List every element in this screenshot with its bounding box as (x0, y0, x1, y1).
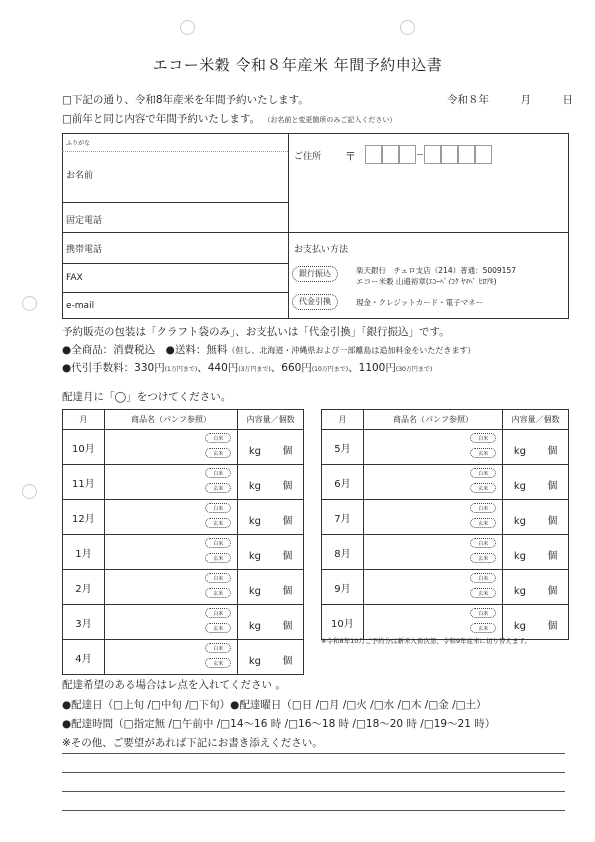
white-rice-option[interactable]: 白米 (205, 608, 231, 618)
pieces-unit: 個 (547, 481, 558, 492)
order-table-left (62, 409, 304, 675)
fax-field[interactable]: FAX (66, 273, 83, 283)
col-quantity: 内容量／個数 (503, 410, 569, 430)
cod-methods: 現金・クレジットカード・電子マネー (356, 298, 484, 307)
brown-rice-option[interactable]: 玄米 (205, 483, 231, 493)
white-rice-option[interactable]: 白米 (470, 573, 496, 583)
product-cell[interactable] (363, 465, 502, 500)
pieces-unit: 個 (547, 446, 558, 457)
other-requests-label: ※その他、ご要望があれば下記にお書き添えください。 (62, 737, 323, 749)
quantity-cell[interactable] (503, 535, 569, 570)
payment-method-label: お支払い方法 (294, 245, 349, 255)
brown-rice-option[interactable]: 玄米 (205, 658, 231, 668)
product-cell[interactable] (104, 535, 237, 570)
delivery-time-options[interactable]: ●配達時間（□指定無 /□午前中 /□14～16 時 /□16～18 時 /□18～20 時 /□19～21 時） (62, 718, 496, 730)
date-era: 令和８年 (447, 94, 489, 106)
cod-fee-note (62, 360, 432, 375)
month-cell[interactable]: 4月 (63, 640, 105, 675)
brown-rice-option[interactable]: 玄米 (470, 588, 496, 598)
address-label: ご住所 (294, 152, 322, 162)
product-cell[interactable] (104, 640, 237, 675)
month-cell[interactable]: 8月 (322, 535, 364, 570)
request-line[interactable] (62, 810, 565, 811)
kg-unit: kg (513, 516, 526, 527)
bank-transfer-option[interactable]: 銀行振込 (292, 266, 338, 282)
pieces-unit: 個 (282, 481, 293, 492)
packaging-note: 予約販売の包装は「クラフト袋のみ」、お支払いは「代金引換」「銀行振込」です。 (62, 326, 450, 338)
postal-mark: 〒 (345, 150, 356, 163)
white-rice-option[interactable]: 白米 (205, 468, 231, 478)
application-date (447, 92, 573, 107)
furigana-label: ふりがな (66, 140, 91, 147)
white-rice-option[interactable]: 白米 (205, 573, 231, 583)
order-row (63, 570, 304, 605)
price-note (62, 342, 475, 357)
page-title: エコー米穀 令和８年産米 年間予約申込書 (152, 56, 443, 74)
month-cell[interactable]: 10月 (322, 605, 364, 640)
bank-account-line: 楽天銀行 チェロ支店（214）普通：5009157 (356, 266, 516, 275)
cod-fee-1-note: (1万円まで) (164, 366, 198, 373)
brown-rice-option[interactable]: 玄米 (205, 623, 231, 633)
brown-rice-option[interactable]: 玄米 (205, 588, 231, 598)
quantity-cell[interactable] (238, 430, 304, 465)
white-rice-option[interactable]: 白米 (205, 433, 231, 443)
col-month: 月 (63, 410, 105, 430)
pieces-unit: 個 (547, 621, 558, 632)
product-cell[interactable] (104, 430, 237, 465)
cod-fee-2: 、440円 (197, 362, 239, 374)
month-cell[interactable]: 12月 (63, 500, 105, 535)
cod-fee-4: 、1100円 (348, 362, 396, 374)
cod-fee-3-note: (10万円まで) (311, 366, 349, 373)
quantity-cell[interactable] (238, 570, 304, 605)
pieces-unit: 個 (282, 446, 293, 457)
order-row (322, 465, 569, 500)
white-rice-option[interactable]: 白米 (205, 538, 231, 548)
pieces-unit: 個 (547, 516, 558, 527)
product-cell[interactable] (104, 570, 237, 605)
pieces-unit: 個 (282, 586, 293, 597)
kg-unit: kg (513, 446, 526, 457)
cod-fee-2-note: (3万円まで) (238, 366, 271, 373)
quantity-cell[interactable] (238, 535, 304, 570)
white-rice-option[interactable]: 白米 (470, 468, 496, 478)
cod-fee-3: 、660円 (270, 362, 312, 374)
kg-unit: kg (248, 656, 262, 667)
order-row (63, 500, 304, 535)
quantity-cell[interactable] (238, 640, 304, 675)
month-cell[interactable]: 6月 (322, 465, 364, 500)
product-cell[interactable] (104, 465, 237, 500)
pieces-unit: 個 (282, 516, 293, 527)
product-cell[interactable] (363, 605, 502, 640)
landline-field[interactable]: 固定電話 (66, 216, 103, 226)
white-rice-option[interactable]: 白米 (470, 538, 496, 548)
quantity-cell[interactable] (238, 605, 304, 640)
request-line[interactable] (62, 791, 565, 792)
binder-hole (22, 484, 37, 499)
brown-rice-option[interactable]: 玄米 (470, 518, 496, 528)
brown-rice-option[interactable]: 玄米 (470, 448, 496, 458)
white-rice-option[interactable]: 白米 (470, 433, 496, 443)
order-row (63, 430, 304, 465)
brown-rice-option[interactable]: 玄米 (205, 518, 231, 528)
quantity-cell[interactable] (503, 465, 569, 500)
brown-rice-option[interactable]: 玄米 (205, 448, 231, 458)
binder-hole (400, 20, 415, 35)
order-row (322, 430, 569, 465)
order-row (322, 570, 569, 605)
date-day[interactable]: 日 (562, 94, 573, 106)
white-rice-option[interactable]: 白米 (205, 643, 231, 653)
brown-rice-option[interactable]: 玄米 (205, 553, 231, 563)
col-product: 商品名（パンフ参照） (104, 410, 237, 430)
month-cell[interactable]: 3月 (63, 605, 105, 640)
col-quantity: 内容量／個数 (238, 410, 304, 430)
product-cell[interactable] (363, 500, 502, 535)
product-cell[interactable] (363, 570, 502, 605)
date-month[interactable]: 月 (520, 94, 531, 106)
order-row (63, 465, 304, 500)
pieces-unit: 個 (547, 586, 558, 597)
table-note: ※令和8年10月ご予約分は新米入荷次第、令和9年産米に切り替えます。 (321, 637, 531, 645)
brown-rice-option[interactable]: 玄米 (470, 483, 496, 493)
order-row (63, 605, 304, 640)
request-line[interactable] (62, 753, 565, 754)
quantity-cell[interactable] (503, 500, 569, 535)
order-row (322, 500, 569, 535)
kg-unit: kg (248, 586, 262, 597)
delivery-date-options[interactable]: ●配達日（□上旬 /□中旬 /□下旬）●配達曜日（□日 /□月 /□火 /□水 /□木 /□金 /□土） (62, 699, 487, 711)
order-row (322, 535, 569, 570)
product-cell[interactable] (104, 605, 237, 640)
month-cell[interactable]: 11月 (63, 465, 105, 500)
white-rice-option[interactable]: 白米 (205, 503, 231, 513)
pieces-unit: 個 (547, 551, 558, 562)
product-cell[interactable] (104, 500, 237, 535)
cod-fee-1: 330円 (134, 362, 165, 374)
col-product: 商品名（パンフ参照） (363, 410, 502, 430)
order-row (322, 605, 569, 640)
same-as-last-year-checkbox[interactable] (62, 111, 396, 126)
month-cell[interactable]: 7月 (322, 500, 364, 535)
kg-unit: kg (513, 481, 526, 492)
product-cell[interactable] (363, 535, 502, 570)
pieces-unit: 個 (282, 551, 293, 562)
kg-unit: kg (513, 551, 526, 562)
white-rice-option[interactable]: 白米 (470, 503, 496, 513)
order-row (63, 535, 304, 570)
month-cell[interactable]: 1月 (63, 535, 105, 570)
quantity-cell[interactable] (238, 465, 304, 500)
month-cell[interactable]: 9月 (322, 570, 364, 605)
cod-fee-label: ●代引手数料： (62, 362, 135, 374)
pieces-unit: 個 (282, 621, 293, 632)
mobile-field[interactable]: 携帯電話 (66, 245, 103, 255)
order-table-right (321, 409, 569, 640)
binder-hole (180, 20, 195, 35)
quantity-cell[interactable] (503, 570, 569, 605)
cod-fee-4-note: (30万円まで) (395, 366, 433, 373)
product-cell[interactable] (363, 430, 502, 465)
name-field[interactable]: お名前 (66, 171, 94, 181)
remote-area-note: （但し、北海道・沖縄県および一部離島は追加料金をいただきます） (227, 346, 476, 355)
col-month: 月 (322, 410, 364, 430)
bank-account-holder: エコー米穀 山邉裕章(ｴｺｰﾍﾞｲｺｸ ﾔﾏﾍﾞ ﾋﾛｱｷ) (356, 277, 497, 286)
cash-on-delivery-option[interactable]: 代金引換 (292, 294, 338, 310)
email-field[interactable]: e-mail (66, 301, 95, 311)
delivery-month-heading: 配達月に「◯」をつけてください。 (62, 391, 232, 403)
brown-rice-option[interactable]: 玄米 (470, 623, 496, 633)
quantity-cell[interactable] (503, 605, 569, 640)
order-row (63, 640, 304, 675)
tax-shipping-note: ●全商品：消費税込 ●送料：無料 (62, 344, 228, 356)
kg-unit: kg (248, 481, 262, 492)
brown-rice-option[interactable]: 玄米 (470, 553, 496, 563)
kg-unit: kg (513, 586, 526, 597)
postal-code-input[interactable] (365, 143, 492, 165)
quantity-cell[interactable] (238, 500, 304, 535)
kg-unit: kg (248, 516, 262, 527)
request-line[interactable] (62, 772, 565, 773)
pieces-unit: 個 (282, 656, 293, 667)
white-rice-option[interactable]: 白米 (470, 608, 496, 618)
binder-hole (22, 296, 37, 311)
same-as-last-year-note: （お名前と変更箇所のみご記入ください） (263, 116, 397, 124)
quantity-cell[interactable] (503, 430, 569, 465)
kg-unit: kg (248, 551, 262, 562)
annual-reservation-checkbox[interactable]: □下記の通り、令和8年産米を年間予約いたします。 (62, 94, 309, 106)
month-cell[interactable]: 2月 (63, 570, 105, 605)
same-as-last-year-label: □前年と同じ内容で年間予約いたします。 (62, 113, 261, 125)
month-cell[interactable]: 5月 (322, 430, 364, 465)
kg-unit: kg (248, 621, 262, 632)
delivery-preference-heading: 配達希望のある場合はレ点を入れてください 。 (62, 679, 286, 691)
kg-unit: kg (248, 446, 262, 457)
month-cell[interactable]: 10月 (63, 430, 105, 465)
kg-unit: kg (513, 621, 526, 632)
